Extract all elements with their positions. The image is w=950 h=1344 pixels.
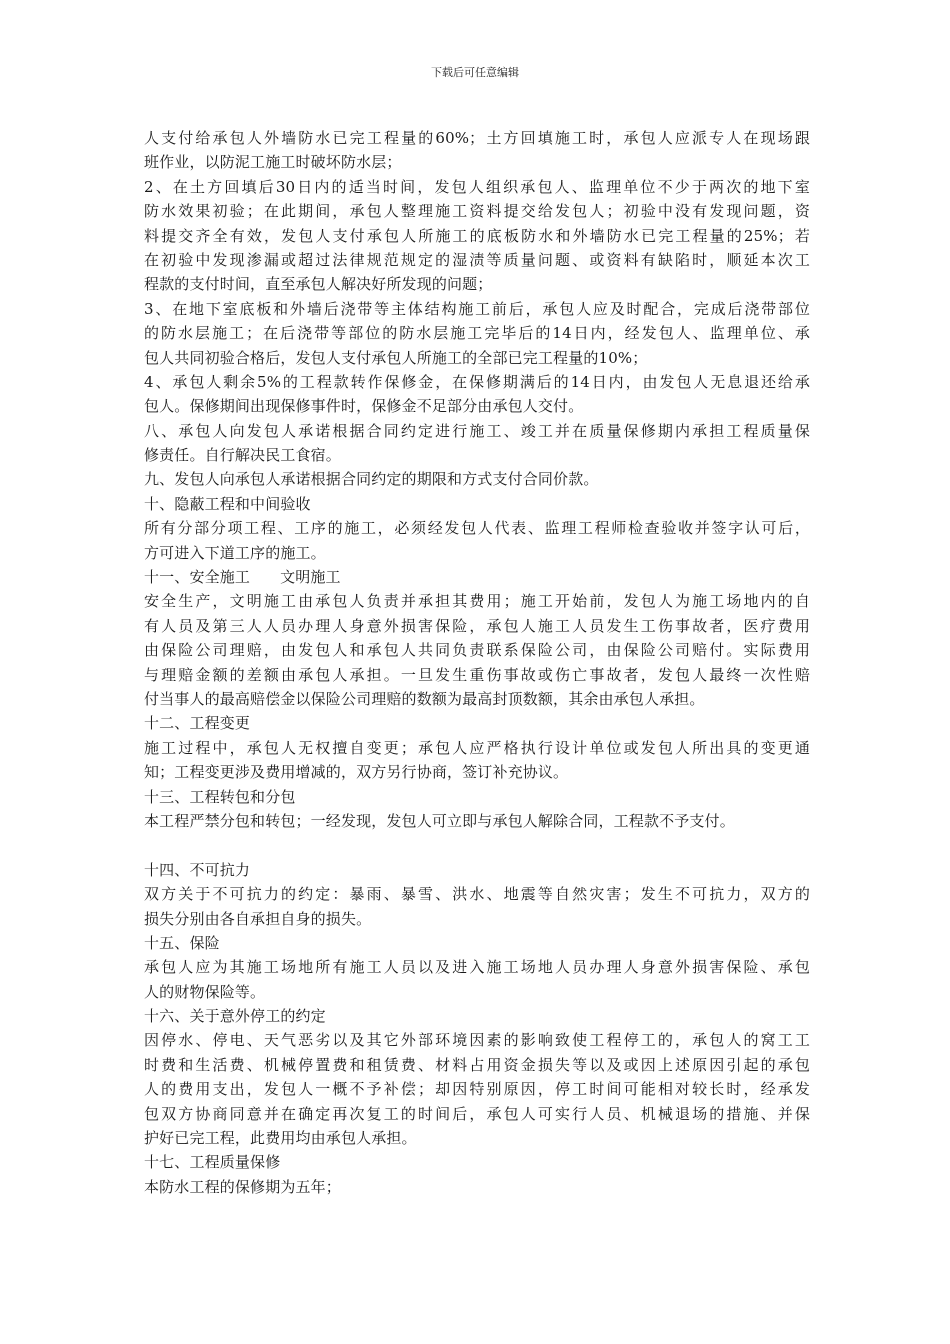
text-line: 修责任。自行解决民工食宿。 — [144, 446, 341, 465]
text-line: 4、承包人剩余5%的工程款转作保修金，在保修期满后的14日内，由发包人无息退还给承 — [144, 372, 810, 391]
text-line: 2、在土方回填后30日内的适当时间，发包人组织承包人、监理单位不少于两次的地下室 — [144, 177, 810, 196]
text-line — [144, 833, 810, 857]
heading-part: 十一、安全施工 — [144, 568, 251, 587]
text-line: 人的财物保险等。 — [144, 982, 266, 1001]
text-line: 人的费用支出，发包人一概不予补偿；却因特别原因，停工时间可能相对较长时，经承发 — [144, 1080, 810, 1099]
text-line: 包双方协商同意并在确定再次复工的时间后，承包人可实行人员、机械退场的措施、并保 — [144, 1104, 810, 1123]
text-line: 因停水、停电、天气恶劣以及其它外部环境因素的影响致使工程停工的，承包人的窝工工 — [144, 1031, 810, 1050]
text-line: 包人共同初验合格后，发包人支付承包人所施工的全部已完工程量的10%； — [144, 348, 648, 367]
text-line: 班作业，以防泥工施工时破坏防水层； — [144, 153, 402, 172]
text-line: 八、承包人向发包人承诺根据合同约定进行施工、竣工并在质量保修期内承担工程质量保 — [144, 421, 810, 440]
text-line: 双方关于不可抗力的约定：暴雨、暴雪、洪水、地震等自然灾害；发生不可抗力，双方的 — [144, 885, 810, 904]
text-line: 损失分别由各自承担自身的损失。 — [144, 909, 372, 928]
text-line: 护好已完工程，此费用均由承包人承担。 — [144, 1129, 417, 1148]
text-line: 人支付给承包人外墙防水已完工程量的60%；土方回填施工时，承包人应派专人在现场跟 — [144, 129, 810, 147]
text-line: 3、在地下室底板和外墙后浇带等主体结构施工前后，承包人应及时配合，完成后浇带部位 — [144, 299, 810, 318]
text-line: 十四、不可抗力 — [144, 860, 251, 879]
text-line: 十五、保险 — [144, 933, 220, 952]
text-line: 本工程严禁分包和转包；一经发现，发包人可立即与承包人解除合同，工程款不予支付。 — [144, 811, 735, 830]
text-line: 十七、工程质量保修 — [144, 1153, 281, 1172]
text-line: 方可进入下道工序的施工。 — [144, 543, 326, 562]
text-line: 十二、工程变更 — [144, 714, 251, 733]
text-line: 承包人应为其施工场地所有施工人员以及进入施工场地人员办理人身意外损害保险、承包 — [144, 958, 810, 977]
text-line: 所有分部分项工程、工序的施工，必须经发包人代表、监理工程师检查验收并签字认可后， — [144, 519, 810, 538]
text-line: 十、隐蔽工程和中间验收 — [144, 494, 311, 513]
text-line: 由保险公司理赔，由发包人和承包人共同负责联系保险公司，由保险公司赔付。实际费用 — [144, 641, 810, 660]
text-line: 付当事人的最高赔偿金以保险公司理赔的数额为最高封顶数额，其余由承包人承担。 — [144, 689, 705, 708]
text-line: 程款的支付时间，直至承包人解决好所发现的问题； — [144, 275, 493, 294]
heading-part: 文明施工 — [280, 568, 341, 587]
text-line: 十六、关于意外停工的约定 — [144, 1007, 326, 1026]
text-line: 有人员及第三人人员办理人身意外损害保险，承包人施工人员发生工伤事故者，医疗费用 — [144, 616, 810, 635]
text-line: 施工过程中，承包人无权擅自变更；承包人应严格执行设计单位或发包人所出具的变更通 — [144, 738, 810, 757]
text-line: 防水效果初验；在此期间，承包人整理施工资料提交给发包人；初验中没有发现问题，资 — [144, 202, 810, 221]
text-line: 本防水工程的保修期为五年； — [144, 1177, 341, 1196]
text-line: 九、发包人向承包人承诺根据合同约定的期限和方式支付合同价款。 — [144, 470, 599, 489]
text-line: 时费和生活费、机械停置费和租赁费、材料占用资金损失等以及或因上述原因引起的承包 — [144, 1055, 810, 1074]
text-line: 安全生产，文明施工由承包人负责并承担其费用；施工开始前，发包人为施工场地内的自 — [144, 592, 810, 611]
text-line: 十三、工程转包和分包 — [144, 787, 296, 806]
document-body — [144, 126, 810, 1199]
page-header: 下载后可任意编辑 — [431, 66, 519, 79]
text-line: 料提交齐全有效，发包人支付承包人所施工的底板防水和外墙防水已完工程量的25%；若 — [144, 226, 810, 245]
text-line — [144, 565, 810, 589]
text-line: 包人。保修期间出现保修事件时，保修金不足部分由承包人交付。 — [144, 397, 584, 416]
text-line: 在初验中发现渗漏或超过法律规范规定的湿渍等质量问题、或资料有缺陷时，顺延本次工 — [144, 250, 810, 269]
text-line: 与理赔金额的差额由承包人承担。一旦发生重伤事故或伤亡事故者，发包人最终一次性赔 — [144, 665, 810, 684]
text-line: 的防水层施工；在后浇带等部位的防水层施工完毕后的14日内，经发包人、监理单位、承 — [144, 324, 810, 343]
text-line: 知；工程变更涉及费用增减的，双方另行协商，签订补充协议。 — [144, 763, 569, 782]
